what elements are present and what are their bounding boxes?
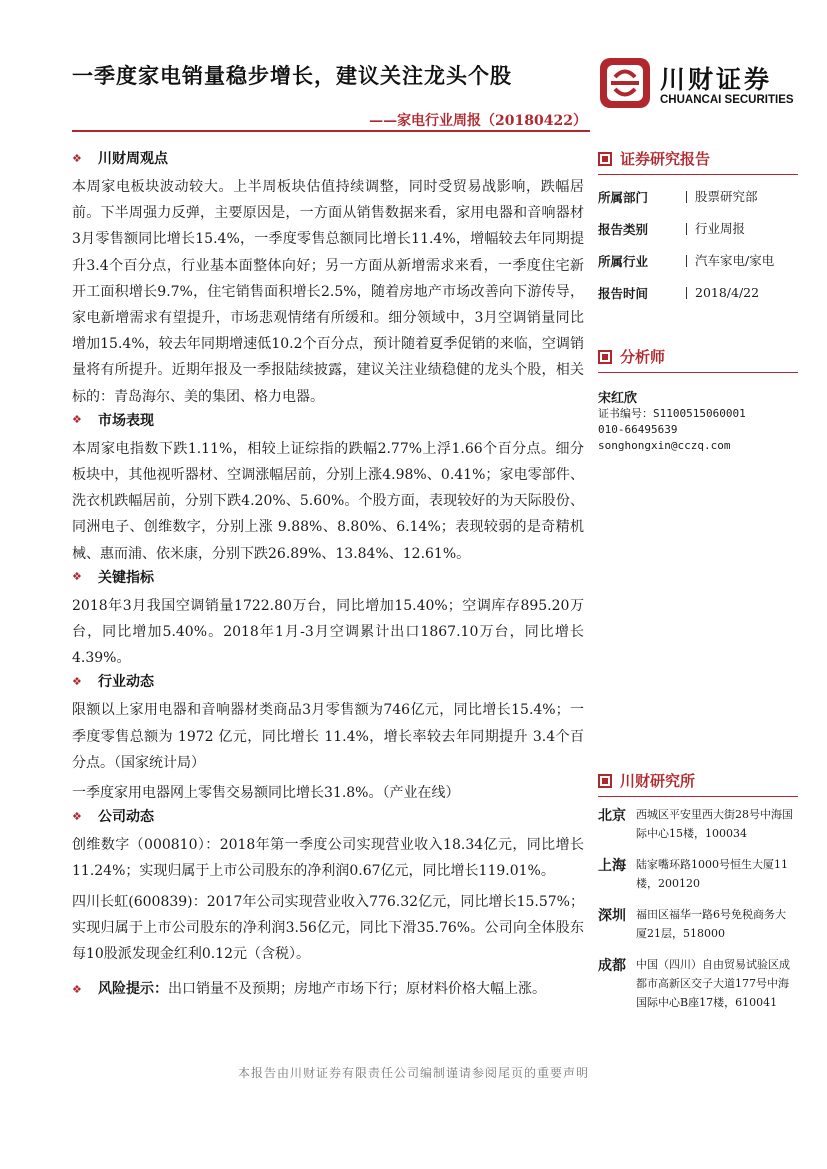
report-title: 一季度家电销量稳步增长，建议关注龙头个股 xyxy=(72,63,512,88)
section-company-news xyxy=(72,806,584,967)
section-paragraph: 限额以上家用电器和音响器材类商品3月零售额为746亿元，同比增长15.4%；一季度零售总额为 1972 亿元，同比增长 11.4%，增长率较去年同期提升 3.4个百分点。（国家统计局） xyxy=(72,702,584,771)
office-city: 深圳 xyxy=(598,908,626,924)
section-header xyxy=(72,671,584,691)
logo-english-name: CHUANCAI SECURITIES xyxy=(660,94,794,106)
section-header xyxy=(72,410,584,430)
square-bullet-icon xyxy=(598,152,612,166)
meta-key: 所属部门 xyxy=(598,190,649,205)
office-city: 成都 xyxy=(598,958,626,974)
report-info-panel xyxy=(598,148,798,309)
section-title: 公司动态 xyxy=(98,809,154,826)
diamond-bullet-icon: ❖ xyxy=(72,413,82,427)
panel-title: 证券研究报告 xyxy=(620,150,711,168)
section-view xyxy=(72,148,584,410)
diamond-bullet-icon: ❖ xyxy=(72,674,82,688)
section-industry-news xyxy=(72,671,584,806)
meta-row xyxy=(598,277,798,309)
meta-row xyxy=(598,181,798,213)
analyst-cert: 证书编号：S1100515060001 xyxy=(598,407,746,420)
analyst-email[interactable]: songhongxin@cczq.com xyxy=(598,439,731,452)
diamond-bullet-icon: ❖ xyxy=(72,570,82,584)
square-bullet-icon xyxy=(598,350,612,364)
risk-warning xyxy=(72,977,584,1002)
diamond-bullet-icon: ❖ xyxy=(72,809,82,823)
diamond-bullet-icon: ❖ xyxy=(72,983,82,997)
office-beijing xyxy=(598,805,798,843)
section-header xyxy=(72,567,584,587)
section-paragraph: 2018年3月我国空调销量1722.80万台，同比增加15.40%；空调库存895.20万台，同比增加5.40%。2018年1月-3月空调累计出口1867.10万台，同比增长4.39%。 xyxy=(72,597,584,667)
section-paragraph: 本周家电指数下跌1.11%，相较上证综指的跌幅2.77%上浮1.66个百分点。细分板块中，其他视听器材、空调涨幅居前，分别上涨4.98%、0.41%；家电零部件、洗衣机跌幅居前，分别下跌4.20%、5.60%。个股方面，表现较好的为天际股份、同洲电子、创维数字，分别上涨 9.88%、8.80%、6.14%；表现较弱的是奇精机械、惠而浦、依米康，分别下跌26.89%、13.84%、12.61%。 xyxy=(72,440,584,562)
office-city: 上海 xyxy=(598,858,626,874)
section-indicators xyxy=(72,567,584,672)
company-logo xyxy=(598,56,798,112)
analyst-panel xyxy=(598,346,798,454)
meta-value: 股票研究部 xyxy=(686,191,758,203)
office-shanghai xyxy=(598,855,798,893)
meta-row xyxy=(598,245,798,277)
header-divider xyxy=(72,130,590,132)
meta-value: 2018/4/22 xyxy=(686,287,759,299)
section-title: 行业动态 xyxy=(98,674,154,691)
meta-value: 行业周报 xyxy=(686,223,745,235)
office-address: 陆家嘴环路1000号恒生大厦11楼，200120 xyxy=(636,858,788,890)
panel-header xyxy=(598,346,798,373)
section-paragraph: 本周家电板块波动较大。上半周板块估值持续调整，同时受贸易战影响，跌幅居前。下半周强力反弹，主要原因是，一方面从销售数据来看，家用电器和音响器材3月零售额同比增长15.4%，一季度零售总额同比增长11.4%，增幅较去年同期提升3.4个百分点，行业基本面整体向好；另一方面从新增需求来看，一季度住宅新开工面积增长9.7%，住宅销售面积增长2.5%，随着房地产市场改善向下游传导，家电新增需求有望提升，市场悲观情绪有所缓和。细分领域中，3月空调销量同比增加15.4%，较去年同期增速低10.2个百分点，预计随着夏季促销的来临，空调销量将有所提升。近期年报及一季报陆续披露，建议关注业绩稳健的龙头个股，相关标的：青岛海尔、美的集团、格力电器。 xyxy=(72,179,584,405)
analyst-name: 宋红欣 xyxy=(598,391,638,406)
section-title: 关键指标 xyxy=(98,569,154,586)
meta-key: 所属行业 xyxy=(598,254,649,269)
meta-row xyxy=(598,213,798,245)
office-address: 中国（四川）自由贸易试验区成都市高新区交子大道177号中海国际中心B座17楼，610041 xyxy=(636,958,790,1009)
section-title: 市场表现 xyxy=(98,412,154,429)
section-title: 川财周观点 xyxy=(98,151,168,167)
panel-title: 分析师 xyxy=(620,348,666,366)
section-market xyxy=(72,410,584,567)
office-shenzhen xyxy=(598,905,798,943)
office-address: 西城区平安里西大街28号中海国际中心15楼，100034 xyxy=(636,808,793,840)
section-header xyxy=(72,806,584,826)
office-city: 北京 xyxy=(598,808,626,824)
section-paragraph: 创维数字（000810）：2018年第一季度公司实现营业收入18.34亿元，同比增长11.24%；实现归属于上市公司股东的净利润0.67亿元，同比增长119.01%。 xyxy=(72,837,584,880)
office-address: 福田区福华一路6号免税商务大厦21层，518000 xyxy=(636,908,786,940)
diamond-bullet-icon: ❖ xyxy=(72,151,82,165)
meta-key: 报告时间 xyxy=(598,286,649,301)
panel-header xyxy=(598,148,798,175)
logo-chinese-name: 川财证券 xyxy=(660,65,773,94)
section-paragraph: 四川长虹(600839)：2017年公司实现营业收入776.32亿元，同比增长15.57%；实现归属于上市公司股东的净利润3.56亿元，同比下滑35.76%。公司向全体股东每10股派发现金红利0.12元（含税）。 xyxy=(72,893,584,963)
page-footer: 本报告由川财证券有限责任公司编制谨请参阅尾页的重要声明 xyxy=(237,1066,589,1080)
analyst-phone: 010-66495639 xyxy=(598,423,678,436)
logo-mark-icon xyxy=(598,56,652,110)
section-paragraph: 一季度家用电器网上零售交易额同比增长31.8%。（产业在线） xyxy=(72,785,460,802)
main-content xyxy=(72,148,584,1002)
panel-header xyxy=(598,770,798,797)
risk-label: 风险提示： xyxy=(98,981,168,998)
institute-panel xyxy=(598,770,798,1012)
panel-title: 川财研究所 xyxy=(620,772,696,790)
meta-value: 汽车家电/家电 xyxy=(686,255,774,267)
meta-key: 报告类别 xyxy=(598,222,649,237)
office-chengdu xyxy=(598,955,798,1012)
section-header xyxy=(72,148,584,168)
report-subtitle: ——家电行业周报（20180422） xyxy=(369,113,587,129)
square-bullet-icon xyxy=(598,774,612,788)
risk-text: 出口销量不及预期；房地产市场下行；原材料价格大幅上涨。 xyxy=(168,981,546,998)
